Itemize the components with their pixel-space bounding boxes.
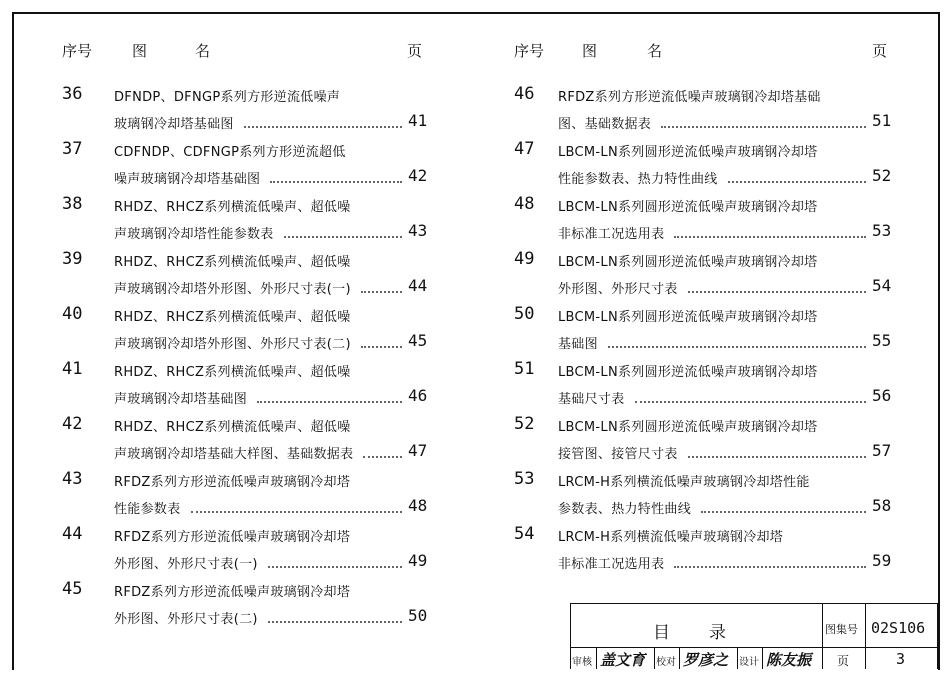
right-header-name-a: 图 xyxy=(582,42,598,60)
entry-leader-dots xyxy=(191,511,402,513)
atlas-number: 02S106 xyxy=(871,619,926,637)
entry-number: 41 xyxy=(62,359,83,379)
entry-title-line1: RHDZ、RHCZ系列横流低噪声、超低噪 xyxy=(114,310,351,325)
entry-title-line1: RHDZ、RHCZ系列横流低噪声、超低噪 xyxy=(114,420,351,435)
title-char-b: 录 xyxy=(709,623,726,643)
entry-title-line1: LBCM-LN系列圆形逆流低噪声玻璃钢冷却塔 xyxy=(558,145,818,160)
right-header-no: 序号 xyxy=(514,42,545,60)
check-label: 校对 xyxy=(656,657,676,668)
entry-number: 46 xyxy=(514,84,535,104)
entry-leader-dots xyxy=(701,511,866,513)
entry-leader-dots xyxy=(284,236,402,238)
entry-leader-dots xyxy=(244,126,402,128)
entry-leader-dots xyxy=(674,566,866,568)
title-block-divider xyxy=(762,647,763,669)
entry-leader-dots xyxy=(674,236,866,238)
right-header-name-b: 名 xyxy=(647,42,663,60)
design-signature: 陈友振 xyxy=(766,651,812,669)
entry-title-line1: LBCM-LN系列圆形逆流低噪声玻璃钢冷却塔 xyxy=(558,200,818,215)
entry-number: 38 xyxy=(62,194,83,214)
entry-number: 48 xyxy=(514,194,535,214)
entry-page-number: 55 xyxy=(872,331,892,350)
review-signature: 盖文育 xyxy=(600,651,646,669)
entry-title-line2: 外形图、外形尺寸表(一) xyxy=(114,557,258,572)
entry-page-number: 41 xyxy=(408,111,428,130)
atlas-label: 图集号 xyxy=(825,623,858,636)
entry-number: 39 xyxy=(62,249,83,269)
entry-page-number: 51 xyxy=(872,111,892,130)
entry-title-line2: 声玻璃钢冷却塔基础大样图、基础数据表 xyxy=(114,447,354,462)
entry-number: 54 xyxy=(514,524,535,544)
entry-title-line2: 接管图、接管尺寸表 xyxy=(558,447,678,462)
title-block xyxy=(570,603,938,669)
right-header-page: 页 xyxy=(872,42,888,60)
title-block-divider xyxy=(571,647,937,648)
entry-number: 51 xyxy=(514,359,535,379)
entry-title-line2: 非标准工况选用表 xyxy=(558,227,665,242)
entry-leader-dots xyxy=(363,456,402,458)
entry-title-line2: 声玻璃钢冷却塔外形图、外形尺寸表(二) xyxy=(114,337,351,352)
entry-title-line2: 性能参数表、热力特性曲线 xyxy=(558,172,718,187)
review-label: 审核 xyxy=(572,657,592,668)
entry-page-number: 47 xyxy=(408,441,428,460)
entry-page-number: 54 xyxy=(872,276,892,295)
entry-title-line2: 参数表、热力特性曲线 xyxy=(558,502,692,517)
entry-leader-dots xyxy=(257,401,402,403)
title-block-divider xyxy=(679,647,680,669)
entry-title-line2: 噪声玻璃钢冷却塔基础图 xyxy=(114,172,261,187)
entry-leader-dots xyxy=(268,566,402,568)
entry-page-number: 43 xyxy=(408,221,428,240)
entry-page-number: 50 xyxy=(408,606,428,625)
title-block-divider xyxy=(596,647,597,669)
left-header-no: 序号 xyxy=(62,42,93,60)
title-block-divider xyxy=(654,647,655,669)
entry-title-line1: LBCM-LN系列圆形逆流低噪声玻璃钢冷却塔 xyxy=(558,420,818,435)
entry-number: 49 xyxy=(514,249,535,269)
entry-title-line2: 基础尺寸表 xyxy=(558,392,625,407)
entry-page-number: 53 xyxy=(872,221,892,240)
title-block-divider xyxy=(822,604,823,669)
entry-number: 44 xyxy=(62,524,83,544)
left-header-page: 页 xyxy=(407,42,423,60)
entry-number: 50 xyxy=(514,304,535,324)
entry-number: 45 xyxy=(62,579,83,599)
entry-number: 53 xyxy=(514,469,535,489)
entry-leader-dots xyxy=(661,126,866,128)
entry-leader-dots xyxy=(361,291,402,293)
title-char-a: 目 xyxy=(653,623,670,643)
entry-leader-dots xyxy=(268,621,402,623)
title-block-divider xyxy=(865,604,866,669)
entry-title-line1: RFDZ系列方形逆流低噪声玻璃钢冷却塔基础 xyxy=(558,90,821,105)
entry-leader-dots xyxy=(688,291,866,293)
title-block-divider xyxy=(737,647,738,669)
entry-leader-dots xyxy=(728,181,866,183)
entry-page-number: 59 xyxy=(872,551,892,570)
entry-title-line1: RFDZ系列方形逆流低噪声玻璃钢冷却塔 xyxy=(114,585,351,600)
entry-page-number: 49 xyxy=(408,551,428,570)
entry-title-line2: 声玻璃钢冷却塔外形图、外形尺寸表(一) xyxy=(114,282,351,297)
entry-title-line2: 基础图 xyxy=(558,337,598,352)
entry-page-number: 45 xyxy=(408,331,428,350)
entry-title-line1: LRCM-H系列横流低噪声玻璃钢冷却塔性能 xyxy=(558,475,810,490)
entry-page-number: 57 xyxy=(872,441,892,460)
entry-title-line2: 玻璃钢冷却塔基础图 xyxy=(114,117,234,132)
entry-leader-dots xyxy=(608,346,866,348)
entry-title-line2: 外形图、外形尺寸表 xyxy=(558,282,678,297)
entry-title-line1: RHDZ、RHCZ系列横流低噪声、超低噪 xyxy=(114,365,351,380)
entry-leader-dots xyxy=(635,401,866,403)
entry-page-number: 46 xyxy=(408,386,428,405)
entry-number: 36 xyxy=(62,84,83,104)
entry-title-line1: RHDZ、RHCZ系列横流低噪声、超低噪 xyxy=(114,200,351,215)
check-signature: 罗彦之 xyxy=(683,651,729,669)
left-header-name-a: 图 xyxy=(132,42,148,60)
page-number: 3 xyxy=(896,650,906,668)
entry-title-line1: CDFNDP、CDFNGP系列方形逆流超低 xyxy=(114,145,346,160)
entry-title-line1: DFNDP、DFNGP系列方形逆流低噪声 xyxy=(114,90,341,105)
entry-number: 37 xyxy=(62,139,83,159)
design-label: 设计 xyxy=(739,657,759,668)
entry-page-number: 44 xyxy=(408,276,428,295)
entry-number: 52 xyxy=(514,414,535,434)
entry-title-line2: 性能参数表 xyxy=(114,502,181,517)
entry-title-line2: 图、基础数据表 xyxy=(558,117,652,132)
entry-title-line2: 声玻璃钢冷却塔基础图 xyxy=(114,392,248,407)
entry-title-line1: LBCM-LN系列圆形逆流低噪声玻璃钢冷却塔 xyxy=(558,255,818,270)
entry-title-line1: RFDZ系列方形逆流低噪声玻璃钢冷却塔 xyxy=(114,475,351,490)
entry-page-number: 58 xyxy=(872,496,892,515)
entry-number: 43 xyxy=(62,469,83,489)
entry-title-line2: 声玻璃钢冷却塔性能参数表 xyxy=(114,227,274,242)
entry-leader-dots xyxy=(688,456,866,458)
entry-page-number: 42 xyxy=(408,166,428,185)
page-label: 页 xyxy=(837,654,850,668)
entry-number: 40 xyxy=(62,304,83,324)
entry-title-line1: RHDZ、RHCZ系列横流低噪声、超低噪 xyxy=(114,255,351,270)
entry-title-line2: 非标准工况选用表 xyxy=(558,557,665,572)
left-header-name-b: 名 xyxy=(195,42,211,60)
entry-leader-dots xyxy=(361,346,402,348)
entry-number: 42 xyxy=(62,414,83,434)
entry-page-number: 56 xyxy=(872,386,892,405)
entry-title-line2: 外形图、外形尺寸表(二) xyxy=(114,612,258,627)
entry-leader-dots xyxy=(270,181,402,183)
entry-page-number: 48 xyxy=(408,496,428,515)
entry-number: 47 xyxy=(514,139,535,159)
entry-page-number: 52 xyxy=(872,166,892,185)
entry-title-line1: RFDZ系列方形逆流低噪声玻璃钢冷却塔 xyxy=(114,530,351,545)
entry-title-line1: LBCM-LN系列圆形逆流低噪声玻璃钢冷却塔 xyxy=(558,310,818,325)
entry-title-line1: LBCM-LN系列圆形逆流低噪声玻璃钢冷却塔 xyxy=(558,365,818,380)
entry-title-line1: LRCM-H系列横流低噪声玻璃钢冷却塔 xyxy=(558,530,784,545)
